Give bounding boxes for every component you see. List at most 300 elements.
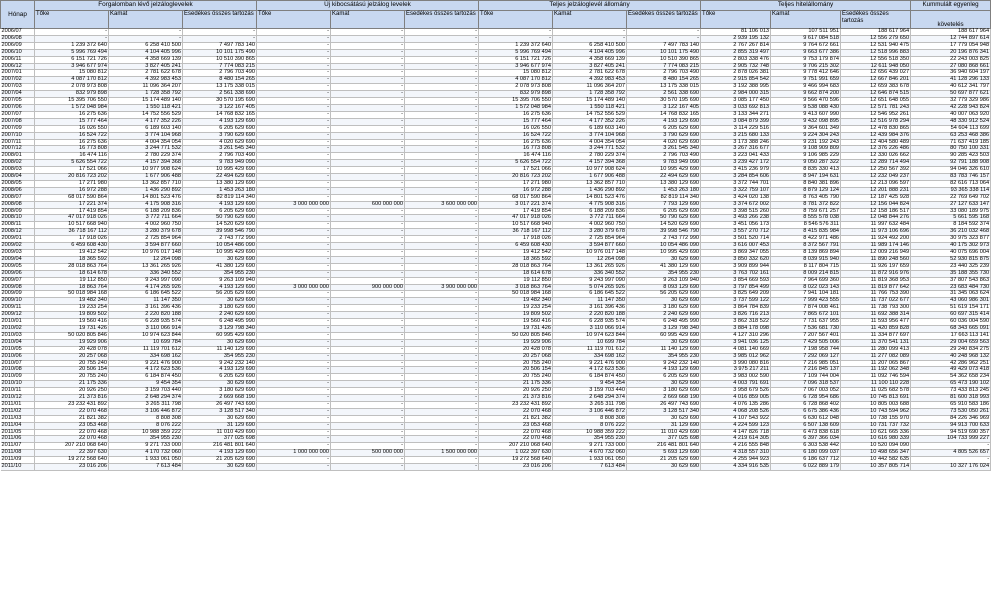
value-cell: 27 080 868 661 xyxy=(911,63,991,70)
value-cell: 14 768 832 165 xyxy=(627,111,701,118)
value-cell: 3 941 036 125 xyxy=(701,339,771,346)
value-cell: - xyxy=(405,422,479,429)
value-cell: - xyxy=(257,139,331,146)
month-cell: 2009/02 xyxy=(1,243,35,250)
month-cell: 2007/03 xyxy=(1,84,35,91)
value-cell: 30 629 690 xyxy=(183,415,257,422)
value-cell: - xyxy=(257,104,331,111)
value-cell: 11 989 174 146 xyxy=(841,243,911,250)
value-cell: 10 699 784 xyxy=(109,339,183,346)
value-cell: 12 376 226 486 xyxy=(841,146,911,153)
value-cell: - xyxy=(257,77,331,84)
value-cell: 6 459 608 430 xyxy=(35,243,109,250)
value-cell: 19 412 542 xyxy=(35,250,109,257)
value-cell: 11 100 110 228 xyxy=(841,381,911,388)
value-cell: - xyxy=(405,229,479,236)
group-header-total-bonds: Teljes jelzáloglevél állomány xyxy=(479,1,701,11)
value-cell: 3 827 405 241 xyxy=(109,63,183,70)
value-cell: 5 996 769 494 xyxy=(35,49,109,56)
value-cell: 11 997 632 484 xyxy=(841,222,911,229)
value-cell: 12 516 978 294 xyxy=(841,118,911,125)
value-cell: 12 646 874 515 xyxy=(841,91,911,98)
month-cell: 2007/01 xyxy=(1,70,35,77)
value-cell: 39 998 546 790 xyxy=(627,229,701,236)
value-cell: 3 215 680 133 xyxy=(701,132,771,139)
value-cell: - xyxy=(35,29,109,36)
value-cell: - xyxy=(257,70,331,77)
value-cell: 3 128 517 340 xyxy=(183,408,257,415)
value-cell: 7 216 845 137 xyxy=(771,367,841,374)
col-header-interest: Kamat xyxy=(553,11,627,29)
value-cell: 9 566 470 596 xyxy=(771,98,841,105)
value-cell: 20 755 240 xyxy=(479,374,553,381)
value-cell: 354 955 230 xyxy=(627,270,701,277)
value-cell: 30 629 690 xyxy=(627,415,701,422)
value-cell: 8 415 835 984 xyxy=(771,229,841,236)
month-cell: 2010/09 xyxy=(1,374,35,381)
value-cell: 20 755 240 xyxy=(479,360,553,367)
value-cell: 3 017 221 374 xyxy=(479,201,553,208)
value-cell: - xyxy=(257,332,331,339)
month-cell: 2009/07 xyxy=(1,277,35,284)
value-cell: 21 821 382 xyxy=(35,415,109,422)
value-cell: 18 863 764 xyxy=(35,284,109,291)
value-cell: 14 801 523 476 xyxy=(553,194,627,201)
value-cell: 188 617 964 xyxy=(841,29,911,36)
value-cell: - xyxy=(405,194,479,201)
value-cell: 21 175 336 xyxy=(35,381,109,388)
value-cell: 3 827 405 241 xyxy=(553,63,627,70)
value-cell: 30 629 690 xyxy=(627,256,701,263)
value-cell: - xyxy=(405,277,479,284)
month-cell: 2010/04 xyxy=(1,339,35,346)
value-cell: 20 816 723 202 xyxy=(479,174,553,181)
value-cell: - xyxy=(257,118,331,125)
value-cell: 4 104 405 996 xyxy=(109,49,183,56)
value-cell: 22 070 468 xyxy=(479,408,553,415)
value-cell: 10 988 359 222 xyxy=(553,429,627,436)
month-cell: 2008/04 xyxy=(1,174,35,181)
month-cell: 2008/01 xyxy=(1,153,35,160)
value-cell: 9 783 949 090 xyxy=(183,160,257,167)
value-cell: 9 271 733 000 xyxy=(553,443,627,450)
month-cell: 2008/05 xyxy=(1,180,35,187)
value-cell: - xyxy=(405,111,479,118)
value-cell: 12 656 439 027 xyxy=(841,70,911,77)
month-cell: 2009/06 xyxy=(1,270,35,277)
value-cell: - xyxy=(405,91,479,98)
value-cell: - xyxy=(257,63,331,70)
value-cell: 10 974 623 844 xyxy=(109,332,183,339)
value-cell: 9 454 354 xyxy=(553,381,627,388)
value-cell: 9 432 098 895 xyxy=(771,118,841,125)
value-cell: 9 778 412 646 xyxy=(771,70,841,77)
value-cell: 3 763 702 161 xyxy=(701,270,771,277)
value-cell: 3 451 056 173 xyxy=(701,222,771,229)
value-cell: 19 929 906 xyxy=(35,339,109,346)
value-cell: - xyxy=(405,408,479,415)
value-cell: 6 205 629 690 xyxy=(627,374,701,381)
value-cell: 14 752 556 529 xyxy=(553,111,627,118)
value-cell: - xyxy=(257,319,331,326)
value-cell: 47 017 918 026 xyxy=(35,215,109,222)
value-cell: 13 175 338 015 xyxy=(183,84,257,91)
value-cell: 19 412 542 xyxy=(479,250,553,257)
value-cell: 4 358 669 139 xyxy=(109,56,183,63)
value-cell: - xyxy=(331,381,405,388)
value-cell: 3 261 545 340 xyxy=(183,146,257,153)
value-cell: - xyxy=(479,35,553,42)
value-cell: 8 835 330 413 xyxy=(771,167,841,174)
value-cell: 71 637 419 185 xyxy=(911,139,991,146)
value-cell: 8 009 214 815 xyxy=(771,270,841,277)
value-cell: - xyxy=(257,215,331,222)
value-cell: 73 433 813 245 xyxy=(911,388,991,395)
month-cell: 2009/12 xyxy=(1,312,35,319)
value-cell: 33 080 189 975 xyxy=(911,208,991,215)
value-cell: - xyxy=(405,77,479,84)
month-cell: 2010/07 xyxy=(1,360,35,367)
value-cell: 4 193 129 690 xyxy=(183,450,257,457)
value-cell: 4 670 732 060 xyxy=(553,450,627,457)
value-cell: 6 205 629 690 xyxy=(627,125,701,132)
month-cell: 2007/09 xyxy=(1,125,35,132)
value-cell: 6 248 495 990 xyxy=(183,319,257,326)
value-cell: - xyxy=(331,429,405,436)
value-cell: 3 790 629 690 xyxy=(183,132,257,139)
value-cell: 9 764 672 661 xyxy=(771,42,841,49)
value-cell: 35 188 355 730 xyxy=(911,270,991,277)
value-cell: 4 172 623 536 xyxy=(109,367,183,374)
value-cell: 52 930 815 875 xyxy=(911,256,991,263)
value-cell: 19 929 906 xyxy=(479,339,553,346)
value-cell: 15 080 812 xyxy=(479,70,553,77)
value-cell: 1 453 263 180 xyxy=(183,187,257,194)
value-cell: 3 900 000 000 xyxy=(405,284,479,291)
value-cell: 81 600 318 993 xyxy=(911,395,991,402)
value-cell: 11 334 877 697 xyxy=(841,332,911,339)
value-cell: - xyxy=(331,312,405,319)
value-cell: 9 783 949 090 xyxy=(627,160,701,167)
value-cell: 60 036 004 590 xyxy=(911,319,991,326)
col-header-interest: Kamat xyxy=(331,11,405,29)
value-cell: 10 995 429 690 xyxy=(183,250,257,257)
value-cell: 7 429 505 006 xyxy=(771,339,841,346)
value-cell: 3 106 446 872 xyxy=(109,408,183,415)
value-cell: 3 000 000 000 xyxy=(257,284,331,291)
value-cell: 6 258 410 500 xyxy=(553,42,627,49)
value-cell: 30 629 690 xyxy=(627,381,701,388)
value-cell: 10 805 003 688 xyxy=(841,401,911,408)
value-cell: 48 330 912 524 xyxy=(911,118,991,125)
value-cell: 6 189 603 140 xyxy=(109,125,183,132)
value-cell: 4 177 352 226 xyxy=(553,118,627,125)
value-cell: - xyxy=(257,415,331,422)
value-cell: - xyxy=(331,229,405,236)
value-cell: 3 084 879 399 xyxy=(701,118,771,125)
value-cell: - xyxy=(257,187,331,194)
value-cell: 6 459 608 430 xyxy=(479,243,553,250)
value-cell: 3 161 396 436 xyxy=(109,305,183,312)
month-cell: 2008/06 xyxy=(1,187,35,194)
value-cell: 9 663 677 386 xyxy=(771,49,841,56)
value-cell: - xyxy=(257,443,331,450)
value-cell: 4 358 669 139 xyxy=(553,56,627,63)
value-cell: 12 546 952 261 xyxy=(841,111,911,118)
month-cell: 2010/12 xyxy=(1,395,35,402)
value-cell: 18 614 678 xyxy=(35,270,109,277)
month-cell: 2011/08 xyxy=(1,450,35,457)
value-cell: 1 677 906 488 xyxy=(553,174,627,181)
value-cell: 216 481 801 640 xyxy=(627,443,701,450)
value-cell: 73 530 050 261 xyxy=(911,408,991,415)
value-cell: 40 175 302 973 xyxy=(911,243,991,250)
value-cell: - xyxy=(331,243,405,250)
value-cell: 17 419 854 xyxy=(35,208,109,215)
value-cell: 4 219 614 305 xyxy=(701,436,771,443)
value-cell: - xyxy=(109,35,183,42)
value-cell: 20 196 876 341 xyxy=(911,49,991,56)
value-cell: 334 698 162 xyxy=(109,353,183,360)
value-cell: 7 613 484 xyxy=(109,464,183,471)
value-cell: 16 474 116 xyxy=(479,153,553,160)
value-cell: 60 995 429 690 xyxy=(627,332,701,339)
value-cell: 3 280 379 678 xyxy=(553,229,627,236)
value-cell: 15 777 464 xyxy=(479,118,553,125)
value-cell: 16 524 722 xyxy=(35,132,109,139)
value-cell: 31 129 690 xyxy=(627,422,701,429)
value-cell: - xyxy=(257,111,331,118)
value-cell: 1 572 048 984 xyxy=(35,104,109,111)
value-cell: - xyxy=(331,305,405,312)
value-cell: 6 180 099 037 xyxy=(771,450,841,457)
value-cell: - xyxy=(405,118,479,125)
value-cell: - xyxy=(331,298,405,305)
value-cell: 19 731 426 xyxy=(479,325,553,332)
value-cell: 6 151 721 726 xyxy=(479,56,553,63)
value-cell: 19 482 340 xyxy=(35,298,109,305)
value-cell: 11 010 429 690 xyxy=(183,429,257,436)
value-cell: 60 995 429 690 xyxy=(183,332,257,339)
value-cell: 336 340 552 xyxy=(109,270,183,277)
value-cell: 11 872 916 976 xyxy=(841,270,911,277)
value-cell: - xyxy=(331,118,405,125)
value-cell: 9 413 607 990 xyxy=(771,111,841,118)
month-cell: 2009/01 xyxy=(1,236,35,243)
value-cell: 3 110 066 914 xyxy=(109,325,183,332)
value-cell: 3 869 347 055 xyxy=(701,250,771,257)
value-cell: 9 617 084 518 xyxy=(771,35,841,42)
value-cell: 20 428 078 xyxy=(35,346,109,353)
month-cell: 2006/08 xyxy=(1,35,35,42)
value-cell: - xyxy=(405,29,479,36)
value-cell: 2 220 820 188 xyxy=(553,312,627,319)
value-cell: 8 480 154 265 xyxy=(627,77,701,84)
value-cell: - xyxy=(257,408,331,415)
month-cell: 2007/12 xyxy=(1,146,35,153)
value-cell: 10 738 155 970 xyxy=(841,415,911,422)
value-cell: 10 054 486 090 xyxy=(627,243,701,250)
value-cell: 12 048 844 276 xyxy=(841,215,911,222)
value-cell: 11 119 701 612 xyxy=(109,346,183,353)
value-cell: 2 781 622 678 xyxy=(553,70,627,77)
month-cell: 2011/10 xyxy=(1,464,35,471)
value-cell: 30 570 195 690 xyxy=(183,98,257,105)
value-cell: 1 728 358 792 xyxy=(553,91,627,98)
value-cell: - xyxy=(405,42,479,49)
value-cell: 377 025 698 xyxy=(627,436,701,443)
value-cell: - xyxy=(257,457,331,464)
month-header: Hónap xyxy=(1,1,35,29)
value-cell: 8 422 971 486 xyxy=(771,236,841,243)
value-cell: - xyxy=(553,35,627,42)
value-cell: 3 106 446 872 xyxy=(553,408,627,415)
value-cell: 104 733 999 227 xyxy=(911,436,991,443)
value-cell: 12 556 279 650 xyxy=(841,35,911,42)
value-cell: 1 728 358 792 xyxy=(109,91,183,98)
value-cell: 4 004 354 054 xyxy=(109,139,183,146)
value-cell: 94 519 690 357 xyxy=(911,429,991,436)
value-cell: - xyxy=(257,263,331,270)
value-cell: 11 096 364 207 xyxy=(553,84,627,91)
value-cell: 10 510 390 865 xyxy=(627,56,701,63)
value-cell: 9 271 733 000 xyxy=(109,443,183,450)
value-cell: 3 493 266 238 xyxy=(701,215,771,222)
value-cell: - xyxy=(331,256,405,263)
value-cell: 22 769 649 702 xyxy=(911,194,991,201)
col-header-principal: Tőke xyxy=(35,11,109,29)
value-cell: - xyxy=(257,153,331,160)
month-cell: 2008/03 xyxy=(1,167,35,174)
value-cell: 3 244 771 532 xyxy=(553,146,627,153)
value-cell: 3 265 311 798 xyxy=(109,401,183,408)
month-cell: 2007/10 xyxy=(1,132,35,139)
value-cell: 13 380 129 690 xyxy=(627,180,701,187)
value-cell: 4 127 310 296 xyxy=(701,332,771,339)
value-cell: 22 070 468 xyxy=(35,436,109,443)
month-cell: 2011/06 xyxy=(1,436,35,443)
value-cell: 20 257 068 xyxy=(35,353,109,360)
value-cell: - xyxy=(405,339,479,346)
value-cell: 12 404 580 489 xyxy=(841,139,911,146)
value-cell: 3 825 649 209 xyxy=(701,291,771,298)
value-cell: 12 213 096 597 xyxy=(841,180,911,187)
value-cell: 30 570 195 690 xyxy=(627,98,701,105)
value-cell: 3 085 177 450 xyxy=(701,98,771,105)
month-cell: 2007/07 xyxy=(1,111,35,118)
value-cell: 10 976 017 148 xyxy=(109,250,183,257)
value-cell: 16 773 808 xyxy=(479,146,553,153)
value-cell: - xyxy=(331,167,405,174)
value-cell: 10 745 813 691 xyxy=(841,395,911,402)
value-cell: 50 790 629 690 xyxy=(183,215,257,222)
value-cell: - xyxy=(257,381,331,388)
value-cell: 8 139 869 894 xyxy=(771,250,841,257)
value-cell: - xyxy=(257,35,331,42)
value-cell: 8 546 576 311 xyxy=(771,222,841,229)
value-cell: 14 752 556 529 xyxy=(109,111,183,118)
value-cell: 4 775 908 316 xyxy=(553,201,627,208)
value-cell: 1 500 000 000 xyxy=(405,450,479,457)
value-cell: 42 228 943 824 xyxy=(911,104,991,111)
value-cell: 10 101 175 490 xyxy=(183,49,257,56)
col-header-total-due: Esedékes összes tartozás xyxy=(405,11,479,29)
value-cell: 207 210 068 640 xyxy=(479,443,553,450)
value-cell: 22 070 468 xyxy=(35,429,109,436)
value-cell: 23 232 431 892 xyxy=(479,401,553,408)
value-cell: - xyxy=(257,388,331,395)
value-cell: 9 538 088 430 xyxy=(771,104,841,111)
value-cell: 11 010 429 690 xyxy=(627,429,701,436)
value-cell: 40 007 063 920 xyxy=(911,111,991,118)
value-cell: 5 996 769 494 xyxy=(479,49,553,56)
value-cell: 11 140 129 690 xyxy=(627,346,701,353)
value-cell: 23 232 431 892 xyxy=(35,401,109,408)
value-cell: - xyxy=(405,298,479,305)
month-cell: 2009/04 xyxy=(1,256,35,263)
value-cell: 8 947 194 631 xyxy=(771,174,841,181)
value-cell: 29 004 659 563 xyxy=(911,339,991,346)
value-cell: 30 629 690 xyxy=(183,298,257,305)
value-cell: 40 248 968 132 xyxy=(911,353,991,360)
value-cell: 7 613 484 xyxy=(553,464,627,471)
value-cell: 1 677 906 488 xyxy=(109,174,183,181)
value-cell: 5 661 595 168 xyxy=(911,215,991,222)
value-cell: 4 174 265 926 xyxy=(109,284,183,291)
value-cell: 2 780 229 374 xyxy=(553,153,627,160)
value-cell: 3 415 236 979 xyxy=(701,167,771,174)
table-row xyxy=(1,353,991,360)
value-cell: - xyxy=(405,167,479,174)
value-cell: 2 984 000 315 xyxy=(701,91,771,98)
value-cell: - xyxy=(405,146,479,153)
value-cell: - xyxy=(331,104,405,111)
value-cell: - xyxy=(331,208,405,215)
value-cell: 10 699 784 xyxy=(553,339,627,346)
value-cell: 10 974 623 844 xyxy=(553,332,627,339)
value-cell: - xyxy=(911,457,991,464)
value-cell: 2 878 026 381 xyxy=(701,70,771,77)
value-cell: 3 797 854 499 xyxy=(701,284,771,291)
value-cell: 50 020 805 846 xyxy=(479,332,553,339)
value-cell: 3 173 388 246 xyxy=(701,139,771,146)
value-cell: - xyxy=(405,256,479,263)
month-cell: 2006/07 xyxy=(1,29,35,36)
value-cell: 1 550 118 421 xyxy=(553,104,627,111)
value-cell: 1 933 061 050 xyxy=(109,457,183,464)
value-cell: 2 780 229 374 xyxy=(109,153,183,160)
value-cell: 11 737 022 677 xyxy=(841,298,911,305)
value-cell: 9 706 215 302 xyxy=(771,63,841,70)
value-cell: 19 809 502 xyxy=(35,312,109,319)
value-cell: - xyxy=(257,367,331,374)
value-cell: 354 955 230 xyxy=(183,353,257,360)
value-cell: 3 594 877 660 xyxy=(553,243,627,250)
month-cell: 2006/11 xyxy=(1,56,35,63)
value-cell: - xyxy=(405,98,479,105)
value-cell: 6 728 868 402 xyxy=(771,401,841,408)
value-cell: 43 060 986 301 xyxy=(911,298,991,305)
value-cell: 11 192 062 348 xyxy=(841,367,911,374)
value-cell: - xyxy=(331,263,405,270)
value-cell: 9 242 232 140 xyxy=(627,360,701,367)
value-cell: - xyxy=(257,291,331,298)
value-cell: 4 318 557 310 xyxy=(701,450,771,457)
value-cell: - xyxy=(331,422,405,429)
value-cell: 6 630 612 048 xyxy=(771,415,841,422)
value-cell: 11 738 793 300 xyxy=(841,305,911,312)
value-cell: - xyxy=(405,374,479,381)
